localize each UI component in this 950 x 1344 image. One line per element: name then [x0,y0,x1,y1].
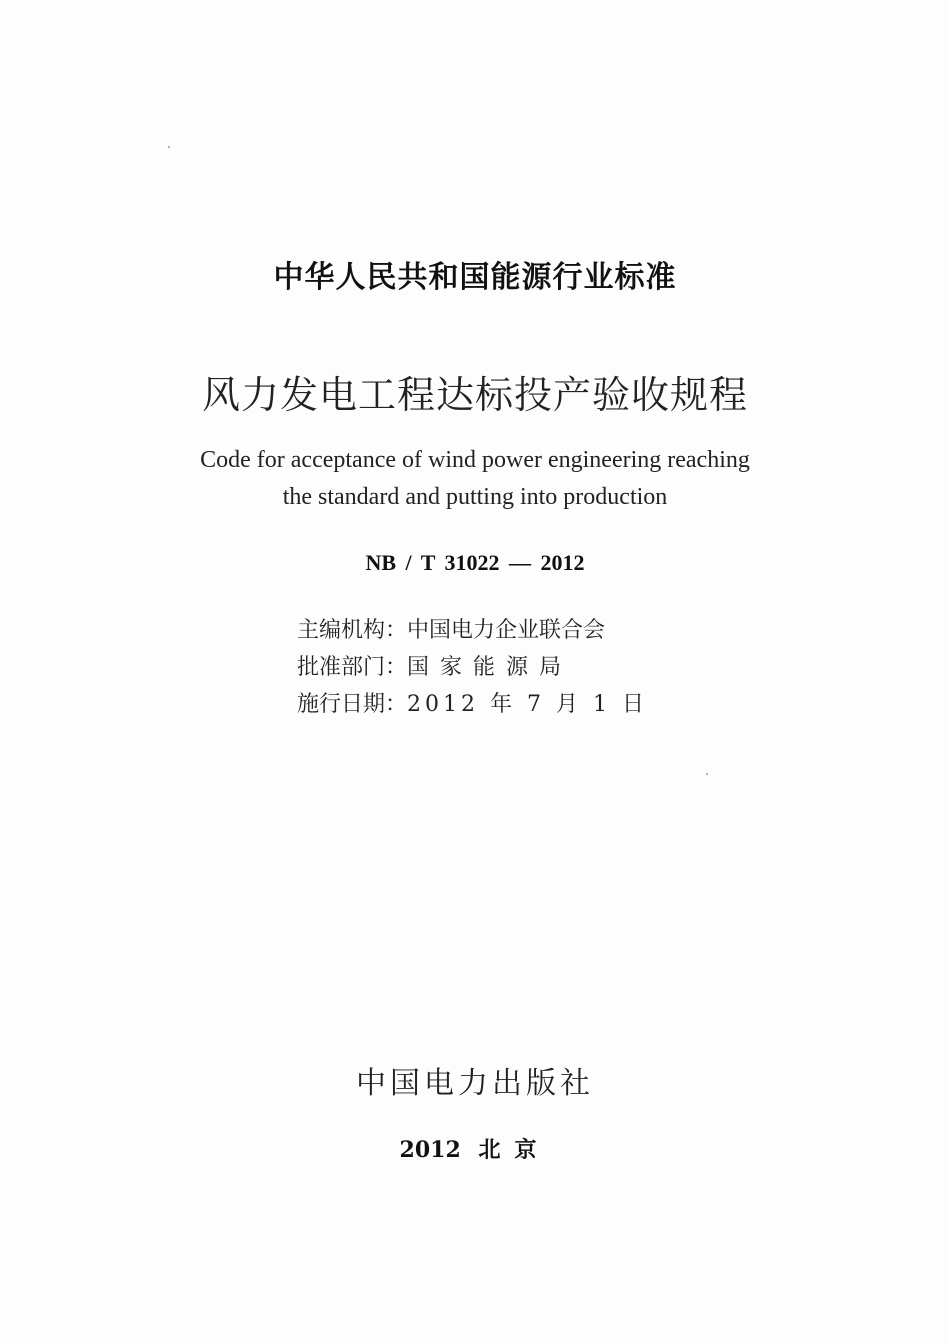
standard-category: 中华人民共和国能源行业标准 [273,260,677,295]
publication-year-place [0,1133,950,1164]
title-english-line-1: Code for acceptance of wind power engineering reaching [200,447,750,473]
approver-row [297,649,648,686]
editor-value: 中国电力企业联合会 [407,618,606,643]
publisher-name: 中国电力出版社 [356,1066,594,1101]
standard-code: NB / T 31022 — 2012 [365,550,585,575]
scan-speck [168,146,170,148]
publication-year: 2012 [399,1137,461,1163]
title-chinese: 风力发电工程达标投产验收规程 [201,373,748,417]
editor-label: 主编机构： [297,618,408,643]
scan-speck [706,773,708,775]
publication-place: 北京 [478,1137,551,1163]
effective-date-value: 2012 年 7 月 1 日 [407,692,648,717]
standard-metadata [297,612,648,723]
approver-value: 国家能源局 [407,655,573,680]
effective-date-label: 施行日期： [297,692,408,717]
title-english-line-2: the standard and putting into production [282,484,668,510]
effective-date-row [297,686,648,723]
approver-label: 批准部门： [297,655,408,680]
editor-row [297,612,648,649]
